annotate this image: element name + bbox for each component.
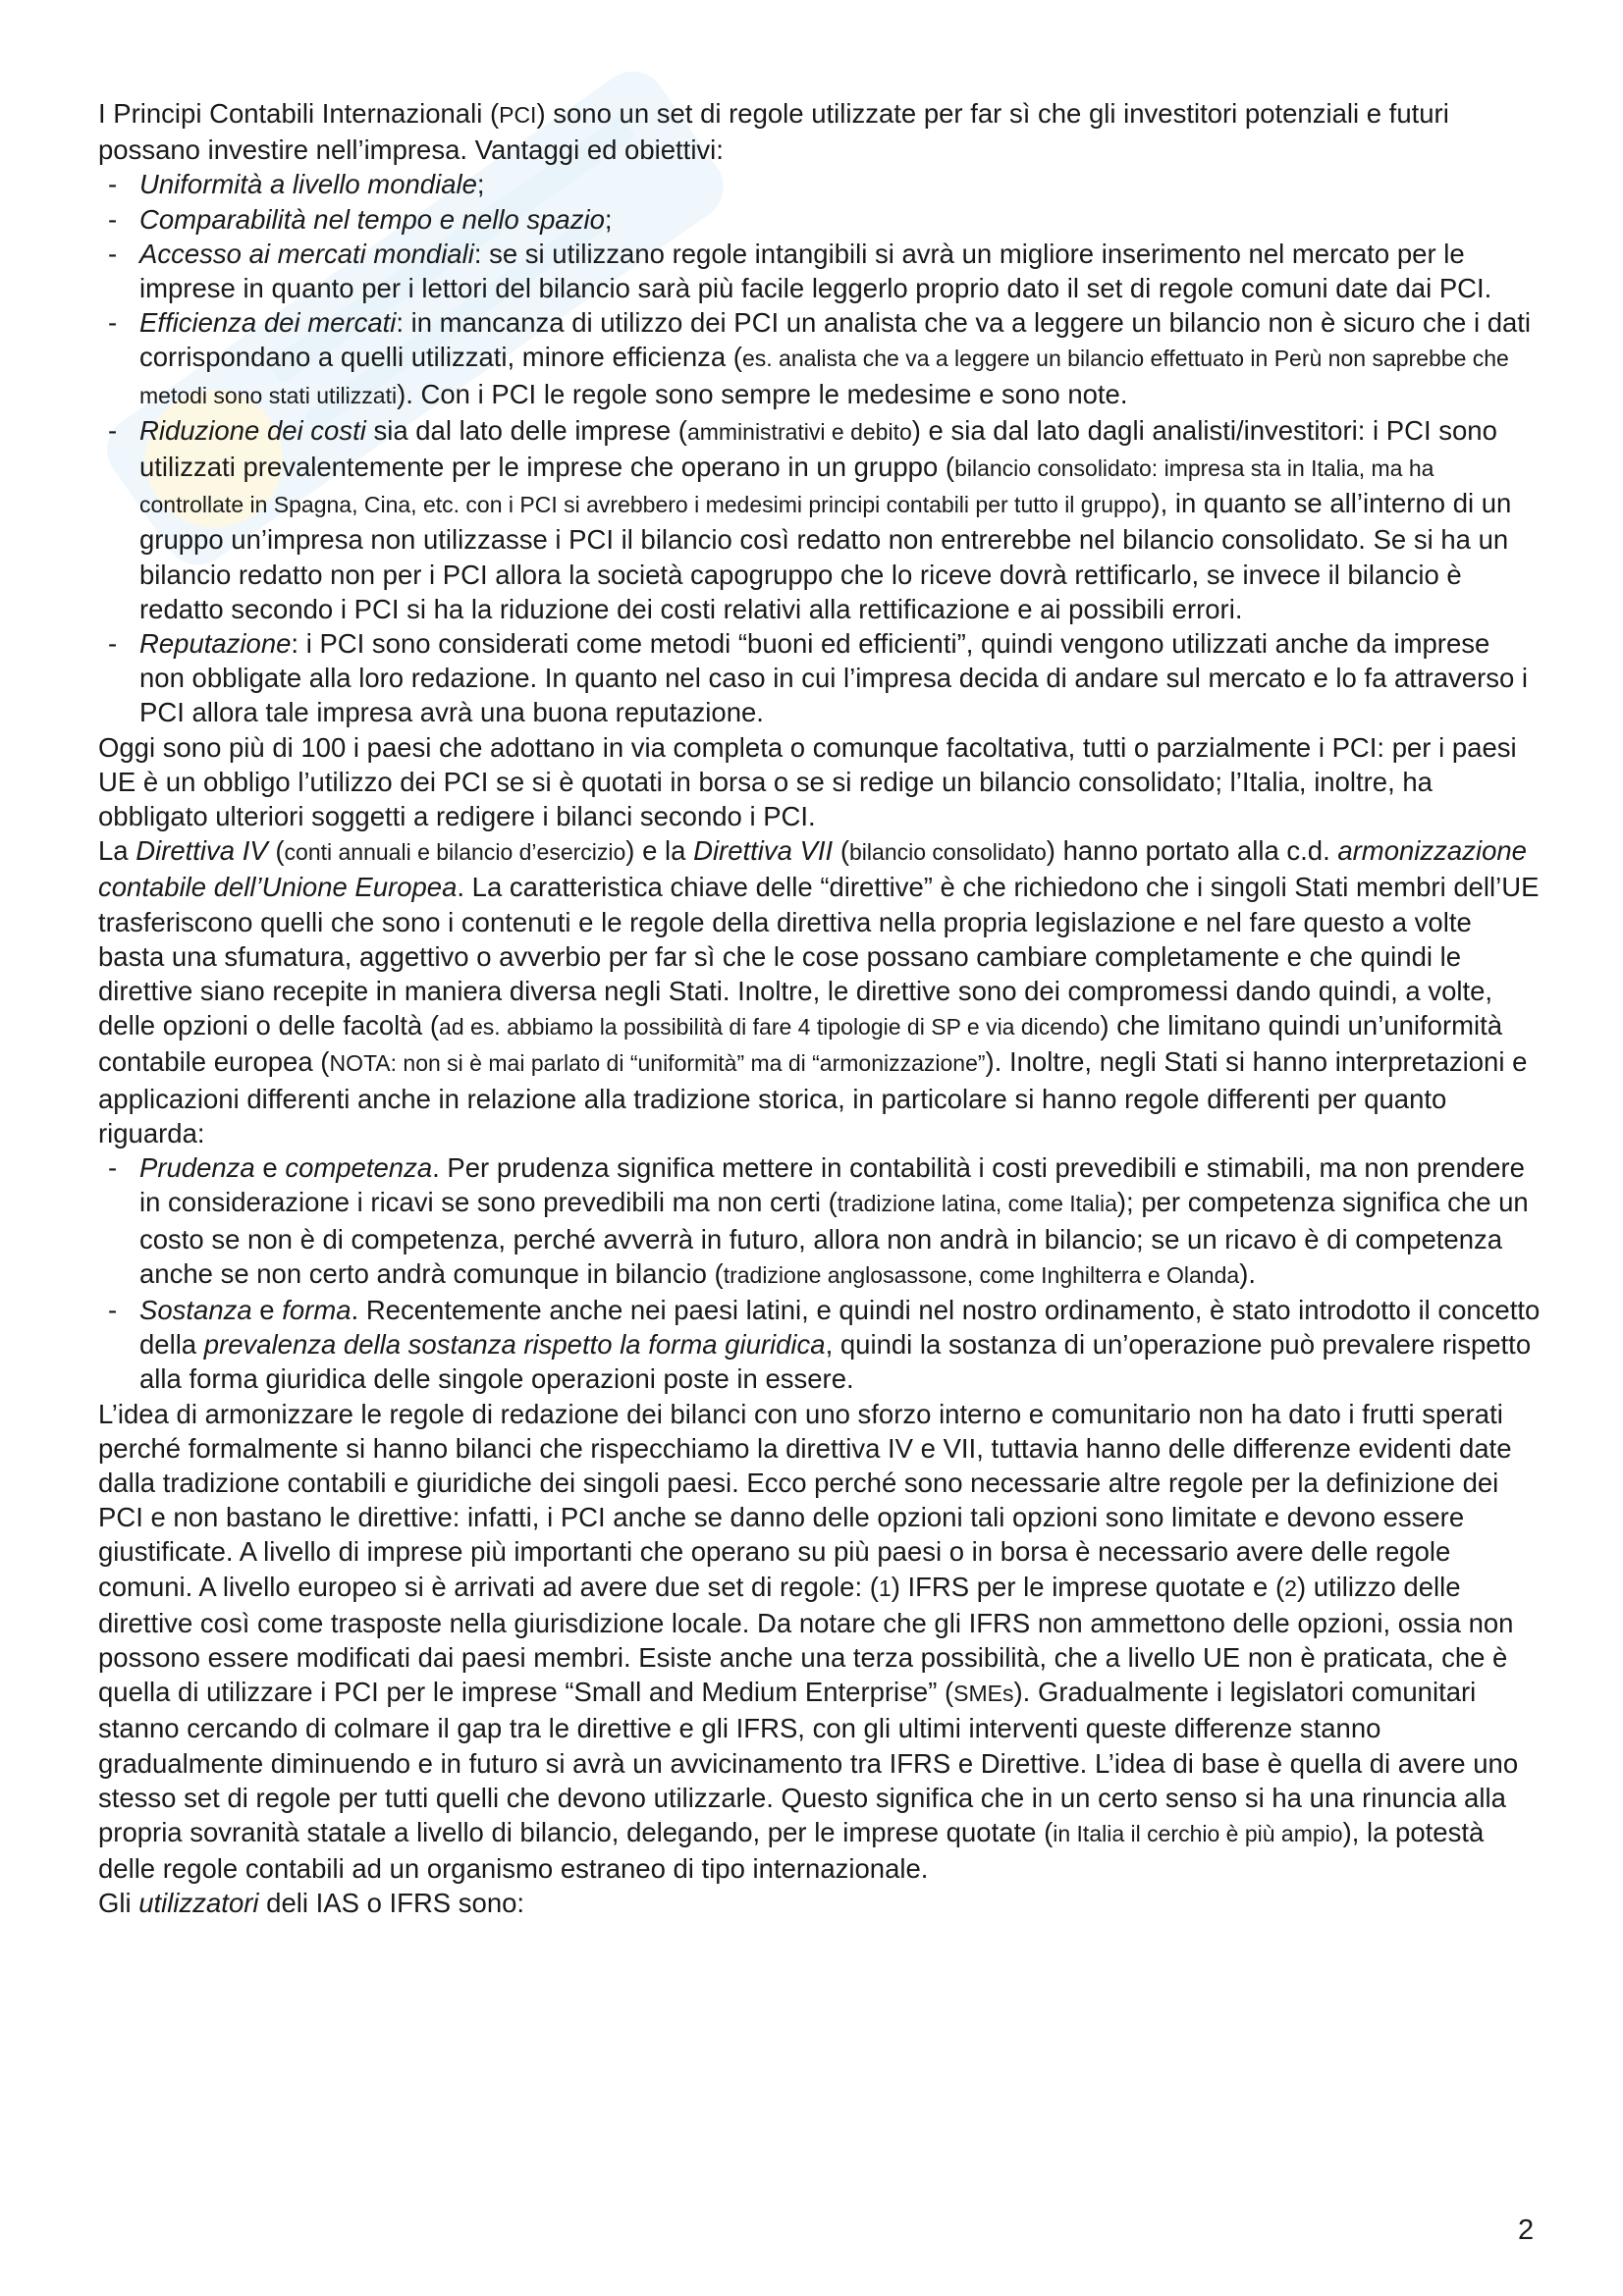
advantages-list xyxy=(98,167,1542,729)
list-item: - Prudenza e competenza. Per prudenza significa mettere in contabilità i costi prevedibili e stimabili, ma non prendere in considerazione i ricavi se sono prevedibili ma non certi (tradizione latina, come Italia); per competenza significa che un costo se non è di competenza, perché avverrà in futuro, allora non andrà in bilancio; se un ricavo è di competenza anche se non certo andrà comunque in bilancio (tradizione anglosassone, come Inghilterra e Olanda). xyxy=(108,1152,1529,1289)
paragraph-directives: La Direttiva IV (conti annuali e bilancio d’esercizio) e la Direttiva VII (bilancio consolidato) hanno portato alla c.d. armonizzazione contabile dell’Unione Europea. La caratteristica chiave delle “direttive” è che richiedono che i singoli Stati membri dell’UE trasferiscono quelli che sono i contenuti e le regole della direttiva nella propria legislazione e nel fare questo a volte basta una sfumatura, aggettivo o avverbio per far sì che le cose possano cambiare completamente e che quindi le direttive siano recepite in maniera diversa negli Stati. Inoltre, le direttive sono dei compromessi dando quindi, a volte, delle opzioni o delle facoltà (ad es. abbiamo la possibilità di fare 4 tipologie di SP e via dicendo) che limitano quindi un’uniformità contabile europea (NOTA: non si è mai parlato di “uniformità” ma di “armonizzazione”). Inoltre, negli Stati si hanno interpretazioni e applicazioni differenti anche in relazione alla tradizione storica, in particolare si hanno regole differenti per quanto riguarda: xyxy=(98,835,1540,1148)
list-item: - Uniformità a livello mondiale; xyxy=(108,169,485,200)
intro-paragraph: I Principi Contabili Internazionali (PCI) sono un set di regole utilizzate per far sì che gli investitori potenziali e futuri possano investire nell’impresa. Vantaggi ed obiettivi: xyxy=(98,98,1449,166)
paragraph-adoption: Oggi sono più di 100 i paesi che adottano in via completa o comunque facoltativa, tutti o parzialmente i PCI: per i paesi UE è un obbligo l’utilizzo dei PCI se si è quotati in borsa o se si redige un bilancio consolidato; l’Italia, inoltre, ha obbligato ulteriori soggetti a redigere i bilanci secondo i PCI. xyxy=(98,731,1517,832)
list-item: - Comparabilità nel tempo e nello spazio; xyxy=(108,203,613,235)
list-item: - Riduzione dei costi sia dal lato delle imprese (amministrativi e debito) e sia dal lato dagli analisti/investitori: i PCI sono utilizzati prevalentemente per le imprese che operano in un gruppo (bilancio consolidato: impresa sta in Italia, ma ha controllate in Spagna, Cina, etc. con i PCI si avrebbero i medesimi principi contabili per tutto il gruppo), in quanto se all’interno di un gruppo un’impresa non utilizzasse i PCI il bilancio così redatto non entrerebbe nel bilancio consolidato. Se si ha un bilancio redatto non per i PCI allora la società capogruppo che lo riceve dovrà rettificarlo, se invece il bilancio è redatto secondo i PCI si ha la riduzione dei costi relativi alla rettificazione e ai possibili errori. xyxy=(108,414,1512,624)
list-item: - Accesso ai mercati mondiali: se si utilizzano regole intangibili si avrà un migliore inserimento nel mercato per le imprese in quanto per i lettori del bilancio sarà più facile leggerlo proprio dato il set di regole comuni date dai PCI. xyxy=(108,238,1492,304)
list-item: - Efficienza dei mercati: in mancanza di utilizzo dei PCI un analista che va a leggere un bilancio non è sicuro che i dati corrispondano a quelli utilizzati, minore efficienza (es. analista che va a leggere un bilancio effettuato in Perù non saprebbe che metodi sono stati utilizzati). Con i PCI le regole sono sempre le medesime e sono note. xyxy=(108,307,1532,409)
list-item: - Sostanza e forma. Recentemente anche nei paesi latini, e quindi nel nostro ordinamento, è stato introdotto il concetto della prevalenza della sostanza rispetto la forma giuridica, quindi la sostanza di un’operazione può prevalere rispetto alla forma giuridica delle singole operazioni poste in essere. xyxy=(108,1294,1541,1395)
list-item: - Reputazione: i PCI sono considerati come metodi “buoni ed efficienti”, quindi vengono utilizzati anche da imprese non obbligate alla loro redazione. In quanto nel caso in cui l’impresa decida di andare sul mercato e lo fa attraverso i PCI allora tale impresa avrà una buona reputazione. xyxy=(108,628,1529,728)
paragraph-harmonization: L’idea di armonizzare le regole di redazione dei bilanci con uno sforzo interno e comunitario non ha dato i frutti sperati perché formalmente si hanno bilanci che rispecchiamo la direttiva IV e VII, tuttavia hanno delle differenze evidenti date dalla tradizione contabili e giuridiche dei singoli paesi. Ecco perché sono necessarie altre regole per la definizione dei PCI e non bastano le direttive: infatti, i PCI anche se danno delle opzioni tali opzioni sono limitate e devono essere giustificate. A livello di imprese più importanti che operano su più paesi o in borsa è necessario avere delle regole comuni. A livello europeo si è arrivati ad avere due set di regole: (1) IFRS per le imprese quotate e (2) utilizzo delle direttive così come trasposte nella giurisdizione locale. Da notare che gli IFRS non ammettono delle opzioni, ossia non possono essere modificati dai paesi membri. Esiste anche una terza possibilità, che a livello UE non è praticata, che è quella di utilizzare i PCI per le imprese “Small and Medium Enterprise” (SMEs). Gradualmente i legislatori comunitari stanno cercando di colmare il gap tra le direttive e gli IFRS, con gli ultimi interventi queste differenze stanno gradualmente diminuendo e in futuro si avrà un avvicinamento tra IFRS e Direttive. L’idea di base è quella di avere uno stesso set di regole per tutti quelli che devono utilizzarle. Questo significa che in un certo senso si ha una rinuncia alla propria sovranità statale a livello di bilancio, delegando, per le imprese quotate (in Italia il cerchio è più ampio), la potestà delle regole contabili ad un organismo estraneo di tipo internazionale. xyxy=(98,1398,1519,1885)
page-number: 2 xyxy=(1518,2215,1535,2246)
document-body xyxy=(98,96,1542,1921)
paragraph-users: Gli utilizzatori deli IAS o IFRS sono: xyxy=(98,1888,525,1919)
traditions-list xyxy=(98,1150,1542,1396)
